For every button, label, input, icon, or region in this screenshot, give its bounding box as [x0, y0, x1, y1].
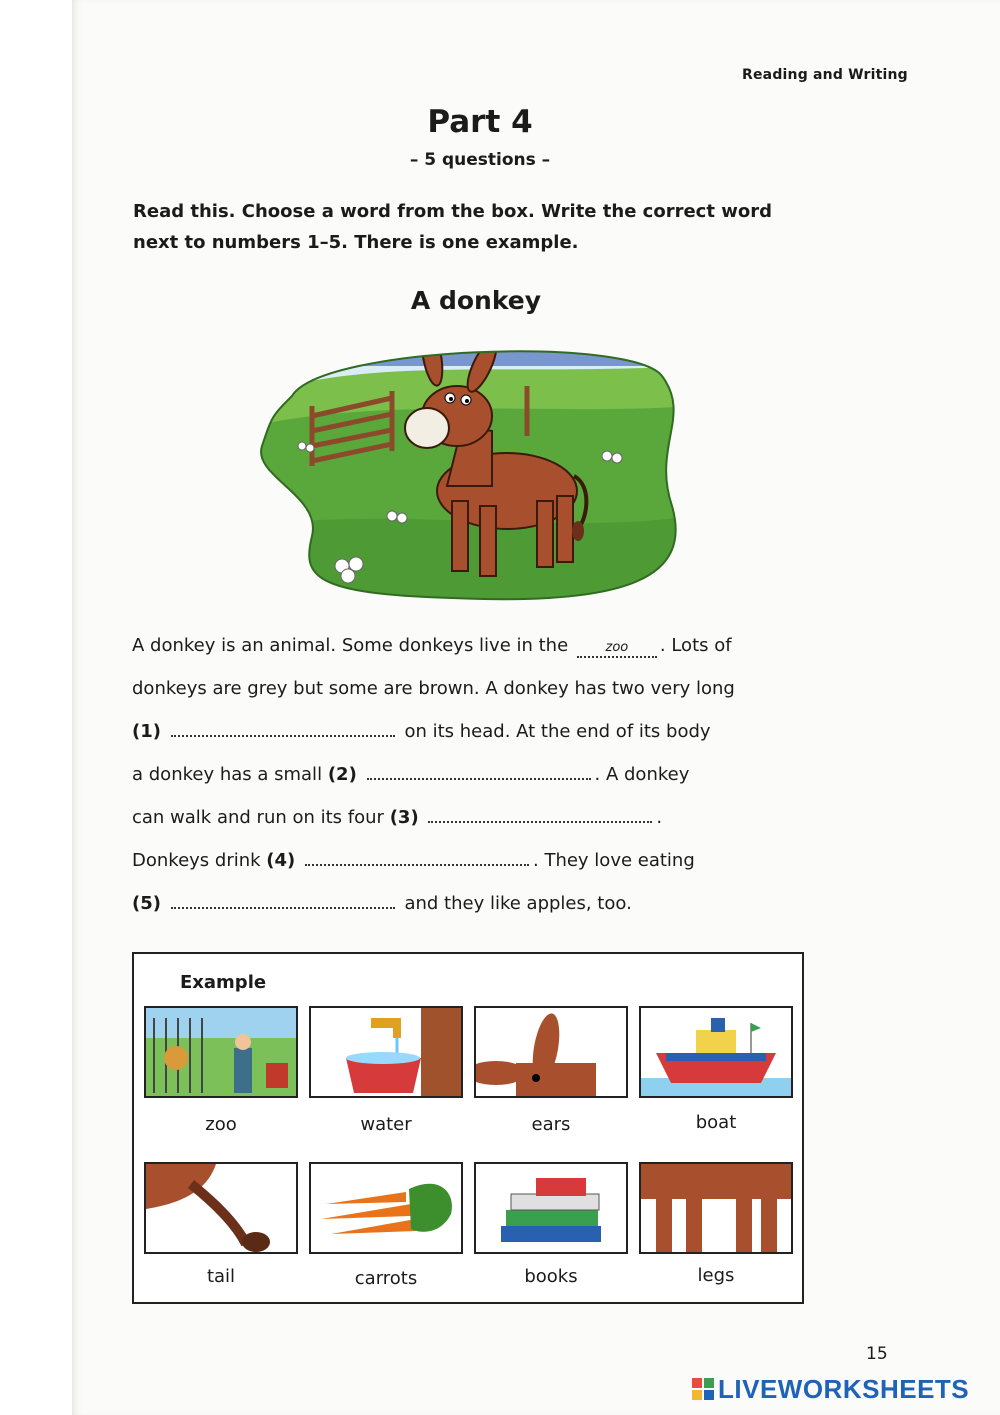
- word-water: water: [360, 1114, 412, 1135]
- donkey-illustration: [252, 336, 692, 606]
- story-line-q5: (5) and they like apples, too.: [132, 887, 792, 930]
- word-carrots: carrots: [354, 1268, 418, 1289]
- example-answer: zoo: [577, 640, 657, 658]
- word-box: [132, 952, 804, 1304]
- answer-blank-5[interactable]: [171, 889, 395, 909]
- question-number-5: (5): [132, 893, 161, 914]
- zoo-picture: [144, 1006, 298, 1098]
- brand-name: LIVEWORKSHEETS: [718, 1373, 970, 1404]
- part-subtitle: – 5 questions –: [409, 150, 551, 170]
- word-ears: ears: [531, 1114, 571, 1135]
- answer-blank-4[interactable]: [305, 846, 529, 866]
- question-number-2: (2): [327, 764, 357, 785]
- part-title: Part 4: [427, 104, 533, 140]
- question-number-4: (4): [266, 850, 296, 871]
- question-number-3: (3): [389, 807, 419, 828]
- answer-blank-1[interactable]: [171, 717, 395, 737]
- story-line-q1: (1) on its head. At the end of its body: [132, 715, 792, 758]
- question-number-1: (1): [132, 721, 161, 742]
- word-tail: tail: [206, 1266, 236, 1287]
- legs-picture: [639, 1162, 793, 1254]
- story-line-q4: Donkeys drink (4) . They love eating: [132, 844, 792, 887]
- story-line-example: A donkey is an animal. Some donkeys live in the zoo . Lots of: [132, 635, 732, 656]
- answer-blank-2[interactable]: [367, 760, 591, 780]
- tail-picture: [144, 1162, 298, 1254]
- books-picture: [474, 1162, 628, 1254]
- instructions: Read this. Choose a word from the box. Write the correct word next to numbers 1–5. There is one example.: [133, 201, 772, 253]
- carrots-picture: [309, 1162, 463, 1254]
- story-line: donkeys are grey but some are brown. A donkey has two very long: [132, 678, 735, 699]
- ears-picture: [474, 1006, 628, 1098]
- boat-picture: [639, 1006, 793, 1098]
- word-legs: legs: [697, 1265, 735, 1286]
- story-line-q3: can walk and run on its four (3) .: [132, 801, 792, 844]
- section-header: Reading and Writing: [742, 67, 908, 83]
- story-passage: [132, 629, 792, 930]
- answer-blank-3[interactable]: [428, 803, 652, 823]
- story-title: A donkey: [410, 286, 542, 315]
- liveworksheets-logo: [692, 1374, 969, 1404]
- water-picture: [309, 1006, 463, 1098]
- example-label: Example: [180, 972, 267, 993]
- page-number: 15: [866, 1344, 888, 1364]
- word-zoo: zoo: [205, 1114, 237, 1135]
- word-boat: boat: [695, 1112, 737, 1133]
- word-books: books: [524, 1266, 578, 1287]
- story-line-q2: a donkey has a small (2) . A donkey: [132, 758, 792, 801]
- liveworksheets-icon: [692, 1378, 714, 1400]
